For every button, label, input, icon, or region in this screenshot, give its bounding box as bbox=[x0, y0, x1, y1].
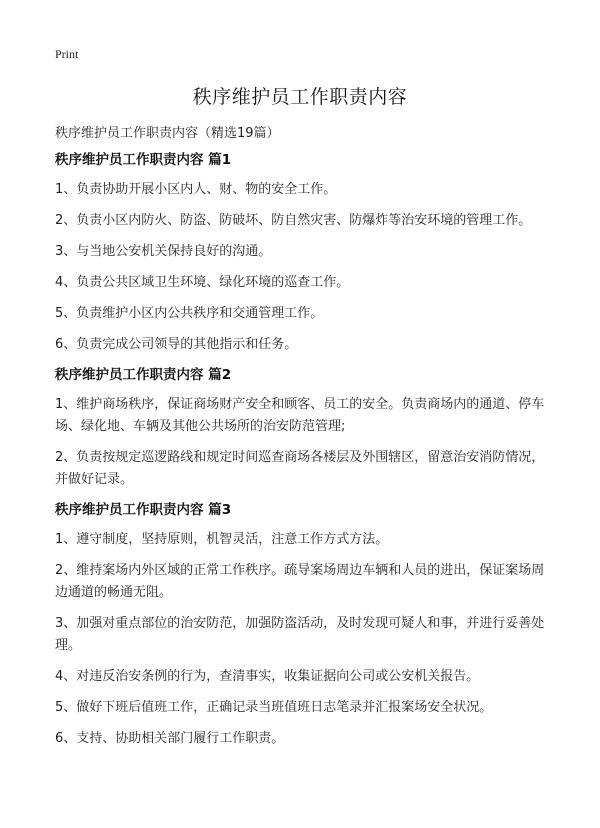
paragraph: 3、与当地公安机关保持良好的沟通。 bbox=[55, 244, 272, 259]
paragraph: 6、支持、协助相关部门履行工作职责。 bbox=[55, 731, 285, 746]
paragraph: 2、负责小区内防火、防盗、防破坏、防自然灾害、防爆炸等治安环境的管理工作。 bbox=[55, 213, 532, 228]
section-1 bbox=[55, 150, 555, 356]
paragraph: 2、维持案场内外区域的正常工作秩序。疏导案场周边车辆和人员的进出，保证案场周边通道的畅通无阻。 bbox=[55, 563, 545, 600]
document-subtitle: 秩序维护员工作职责内容（精选19篇） bbox=[55, 126, 280, 141]
section-heading: 秩序维护员工作职责内容 篇2 bbox=[55, 367, 232, 383]
paragraph: 4、负责公共区域卫生环境、绿化环境的巡查工作。 bbox=[55, 275, 350, 290]
section-2 bbox=[55, 365, 555, 491]
paragraph: 3、加强对重点部位的治安防范，加强防盗活动，及时发现可疑人和事，并进行妥善处理。 bbox=[55, 616, 545, 653]
document-body bbox=[55, 150, 555, 750]
paragraph: 4、对违反治安条例的行为，查清事实，收集证据向公司或公安机关报告。 bbox=[55, 669, 480, 684]
page-title: 秩序维护员工作职责内容 bbox=[192, 86, 408, 108]
paragraph: 5、负责维护小区内公共秩序和交通管理工作。 bbox=[55, 306, 324, 321]
paragraph: 5、做好下班后值班工作，正确记录当班值班日志笔录并汇报案场安全状况。 bbox=[55, 700, 493, 715]
paragraph: 6、负责完成公司领导的其他指示和任务。 bbox=[55, 337, 298, 352]
paragraph: 1、负责协助开展小区内人、财、物的安全工作。 bbox=[55, 182, 337, 197]
paragraph: 1、遵守制度，坚持原则，机智灵活，注意工作方式方法。 bbox=[55, 532, 389, 547]
section-heading: 秩序维护员工作职责内容 篇3 bbox=[55, 502, 232, 518]
paragraph: 1、维护商场秩序，保证商场财产安全和顾客、员工的安全。负责商场内的通道、停车场、绿化地、车辆及其他公共场所的治安防范管理; bbox=[55, 397, 545, 434]
section-3 bbox=[55, 500, 555, 750]
paragraph: 2、负责按规定巡逻路线和规定时间巡查商场各楼层及外围辖区，留意治安消防情况，并做好记录。 bbox=[55, 450, 545, 487]
print-label: Print bbox=[55, 47, 79, 61]
section-heading: 秩序维护员工作职责内容 篇1 bbox=[55, 152, 232, 168]
